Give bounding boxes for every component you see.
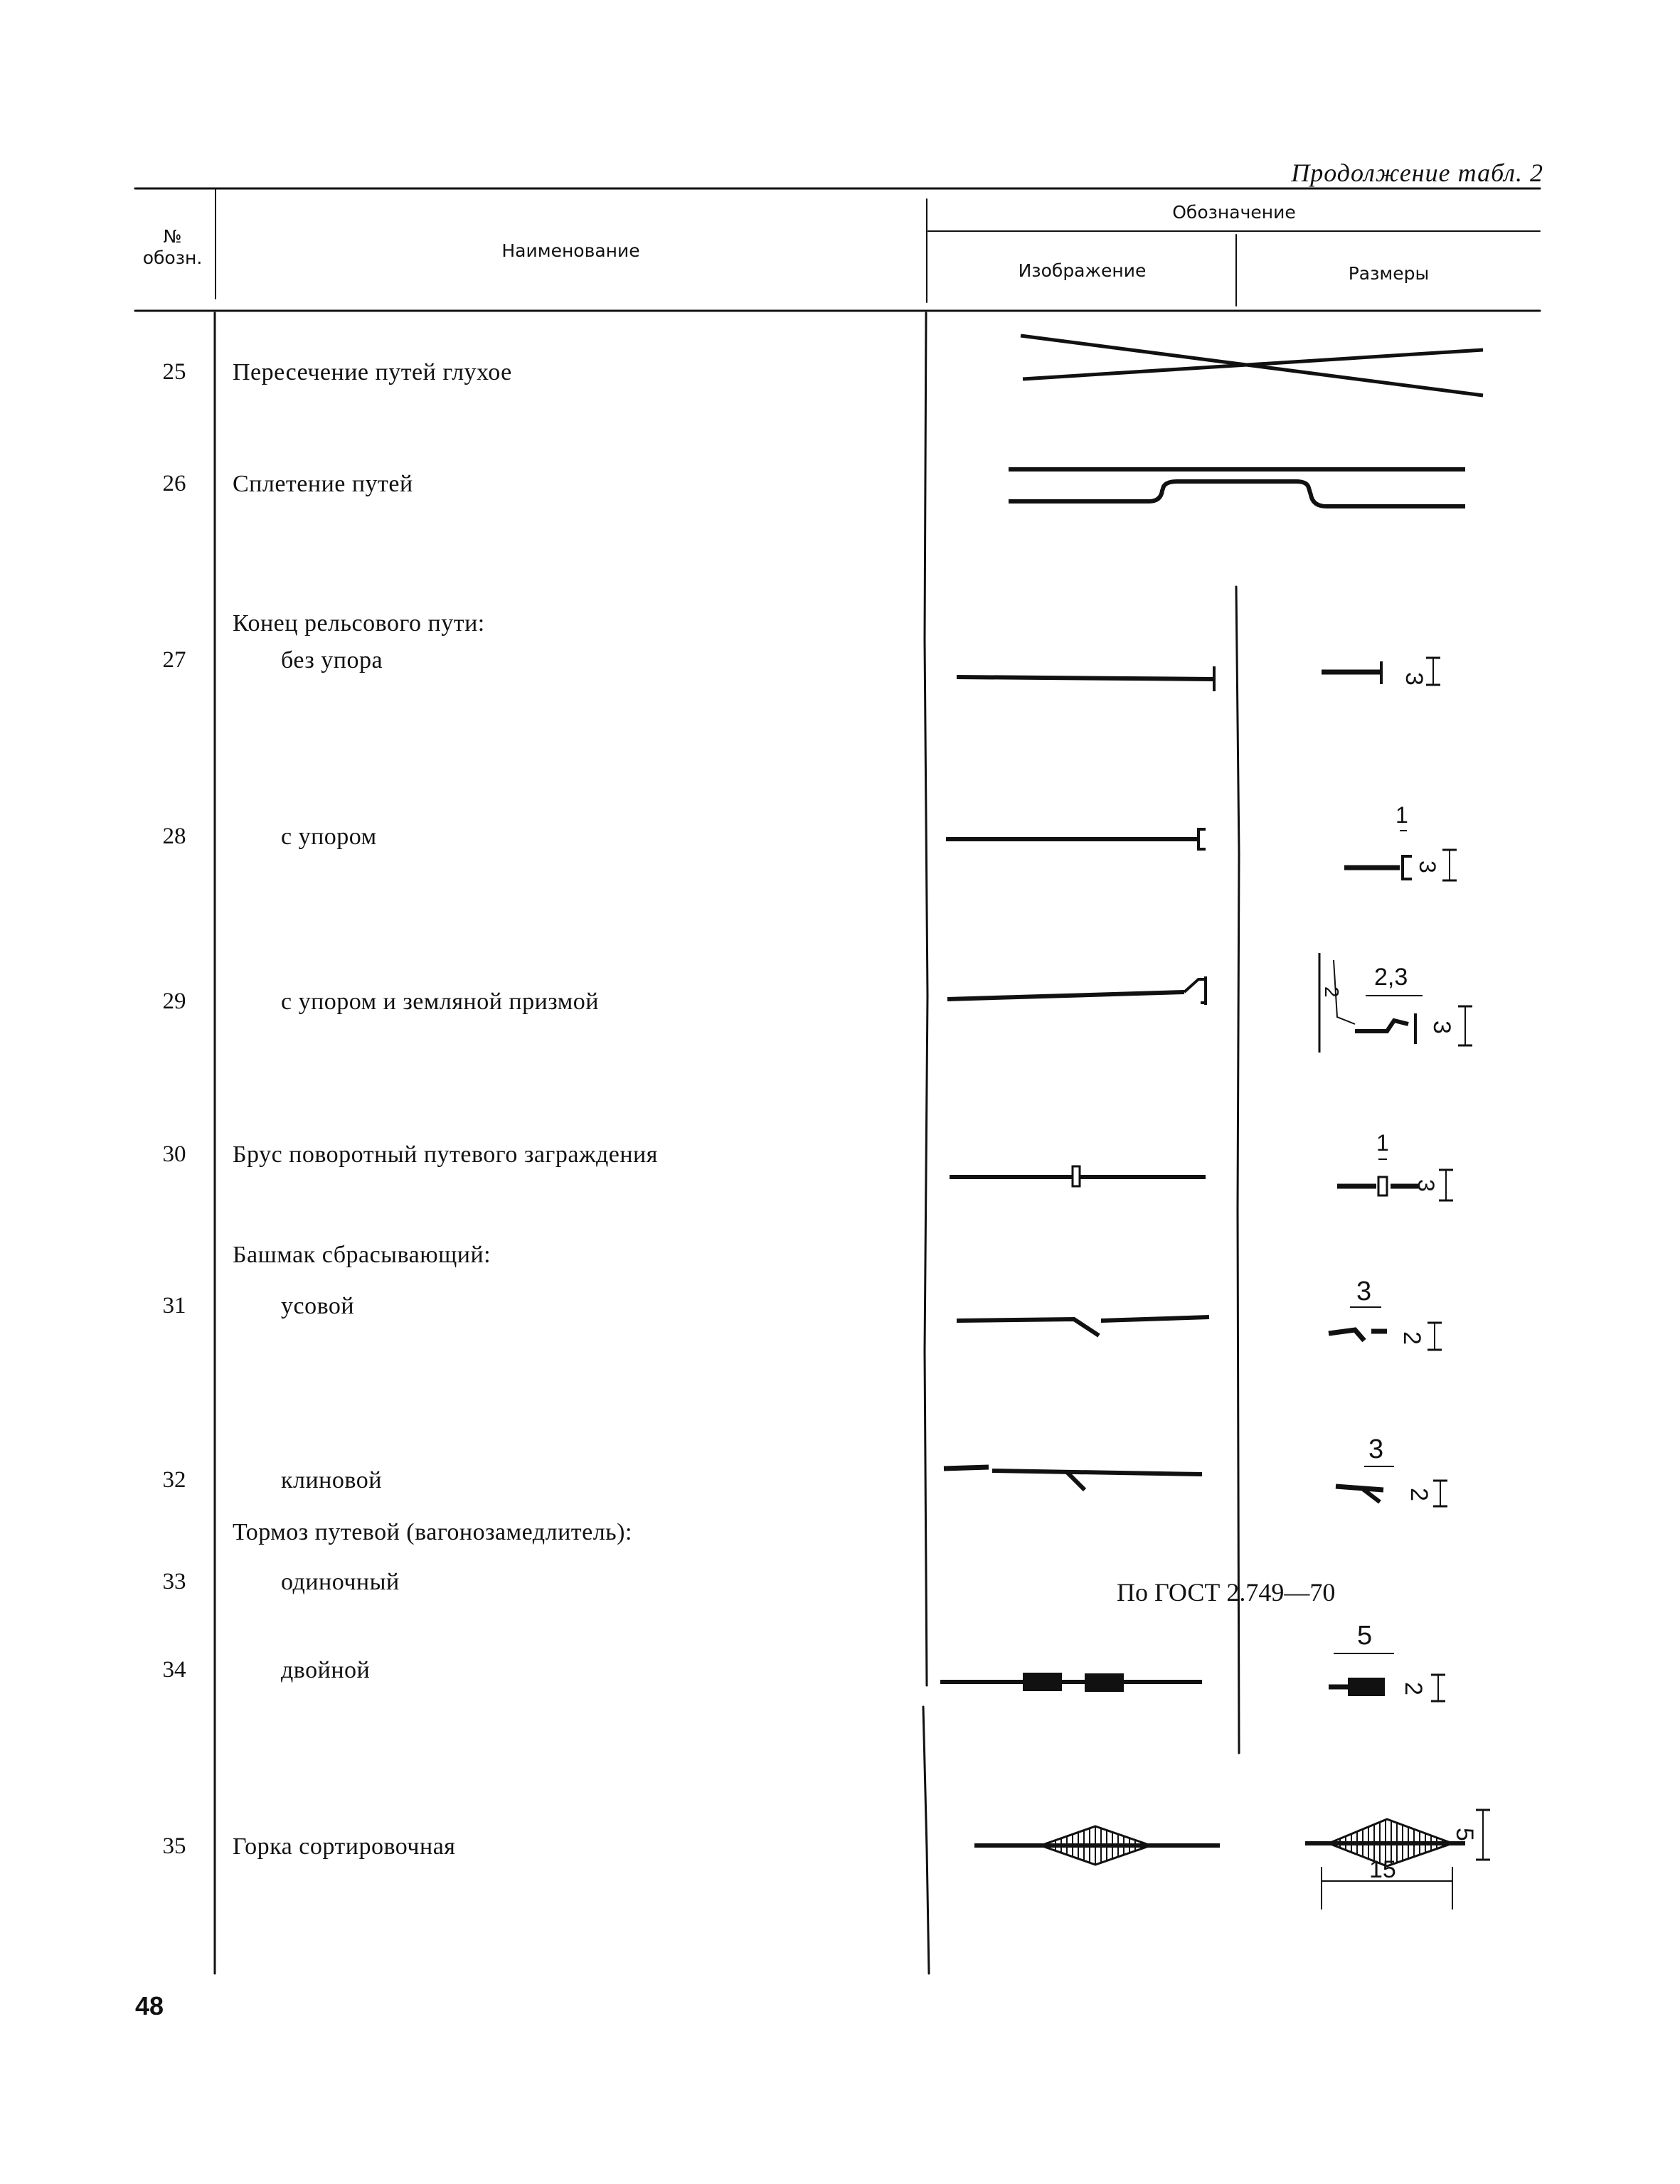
row-name: Брус поворотный путевого заграждения xyxy=(233,1141,658,1168)
row-number: 30 xyxy=(162,1141,186,1167)
symbol-rotating-bar xyxy=(950,1159,1453,1200)
header-name: Наименование xyxy=(501,240,640,261)
symbol-end-no-stop xyxy=(957,658,1440,691)
row-number: 29 xyxy=(162,989,186,1014)
dim-29-2: 2 xyxy=(1321,986,1343,998)
row-number: 33 xyxy=(162,1569,186,1594)
group-heading: Башмак сбрасывающий: xyxy=(233,1242,491,1268)
row-name: Пересечение путей глухое xyxy=(233,359,512,385)
symbol-crossing xyxy=(1021,336,1483,395)
group-heading: Тормоз путевой (вагонозамедлитель): xyxy=(233,1519,632,1545)
row-name: без упора xyxy=(281,647,383,673)
dimension-labels xyxy=(1321,672,1478,1883)
dim-32-3: 3 xyxy=(1368,1434,1384,1464)
row-name: одиночный xyxy=(281,1569,400,1595)
dim-35-5: 5 xyxy=(1451,1828,1478,1841)
row-name: клиновой xyxy=(281,1467,382,1493)
gost-reference: По ГОСТ 2.749—70 xyxy=(1117,1578,1336,1607)
dim-35-15: 15 xyxy=(1369,1856,1396,1883)
row-number: 34 xyxy=(162,1657,186,1683)
row-number: 31 xyxy=(162,1293,186,1319)
row-name: Горка сортировочная xyxy=(233,1833,456,1860)
dim-31-2: 2 xyxy=(1398,1331,1425,1345)
symbol-derail-klinovoi xyxy=(944,1466,1447,1506)
row-number: 28 xyxy=(162,824,186,849)
symbol-end-with-stop xyxy=(946,829,1457,880)
dim-34-2: 2 xyxy=(1400,1682,1427,1695)
row-number: 25 xyxy=(162,359,186,385)
symbol-derail-usovoi xyxy=(957,1307,1442,1350)
dim-29-23: 2,3 xyxy=(1374,964,1408,991)
col-line-2 xyxy=(925,313,927,1685)
row-number: 32 xyxy=(162,1467,186,1493)
header-image: Изображение xyxy=(1018,260,1147,281)
dim-29-3: 3 xyxy=(1428,1021,1455,1034)
header-designation: Обозначение xyxy=(1172,202,1296,223)
symbol-double-brake xyxy=(940,1653,1445,1701)
dim-31-3: 3 xyxy=(1356,1277,1372,1306)
header-num: № обозн. xyxy=(142,226,203,268)
dim-27-3: 3 xyxy=(1400,672,1428,686)
symbol-sorting-hump xyxy=(974,1810,1490,1909)
dim-32-2: 2 xyxy=(1405,1488,1432,1501)
dim-30-3: 3 xyxy=(1413,1179,1439,1192)
row-name: с упором xyxy=(281,824,377,850)
row-number: 27 xyxy=(162,647,186,673)
table-caption: Продолжение табл. 2 xyxy=(1291,159,1543,187)
dim-30-1: 1 xyxy=(1376,1130,1389,1156)
row-number: 26 xyxy=(162,471,186,496)
symbol-weaving xyxy=(1009,469,1465,506)
dim-28-3: 3 xyxy=(1415,861,1440,873)
group-heading: Конец рельсового пути: xyxy=(233,610,485,636)
row-name: с упором и земляной призмой xyxy=(281,989,599,1015)
dim-34-5: 5 xyxy=(1357,1621,1373,1651)
header-sizes: Размеры xyxy=(1348,263,1430,284)
row-name: Сплетение путей xyxy=(233,471,413,497)
page-number: 48 xyxy=(135,1991,164,2020)
row-name: усовой xyxy=(281,1293,355,1319)
dim-28-1: 1 xyxy=(1395,802,1408,828)
row-number: 35 xyxy=(162,1833,186,1859)
row-name: двойной xyxy=(281,1657,371,1683)
